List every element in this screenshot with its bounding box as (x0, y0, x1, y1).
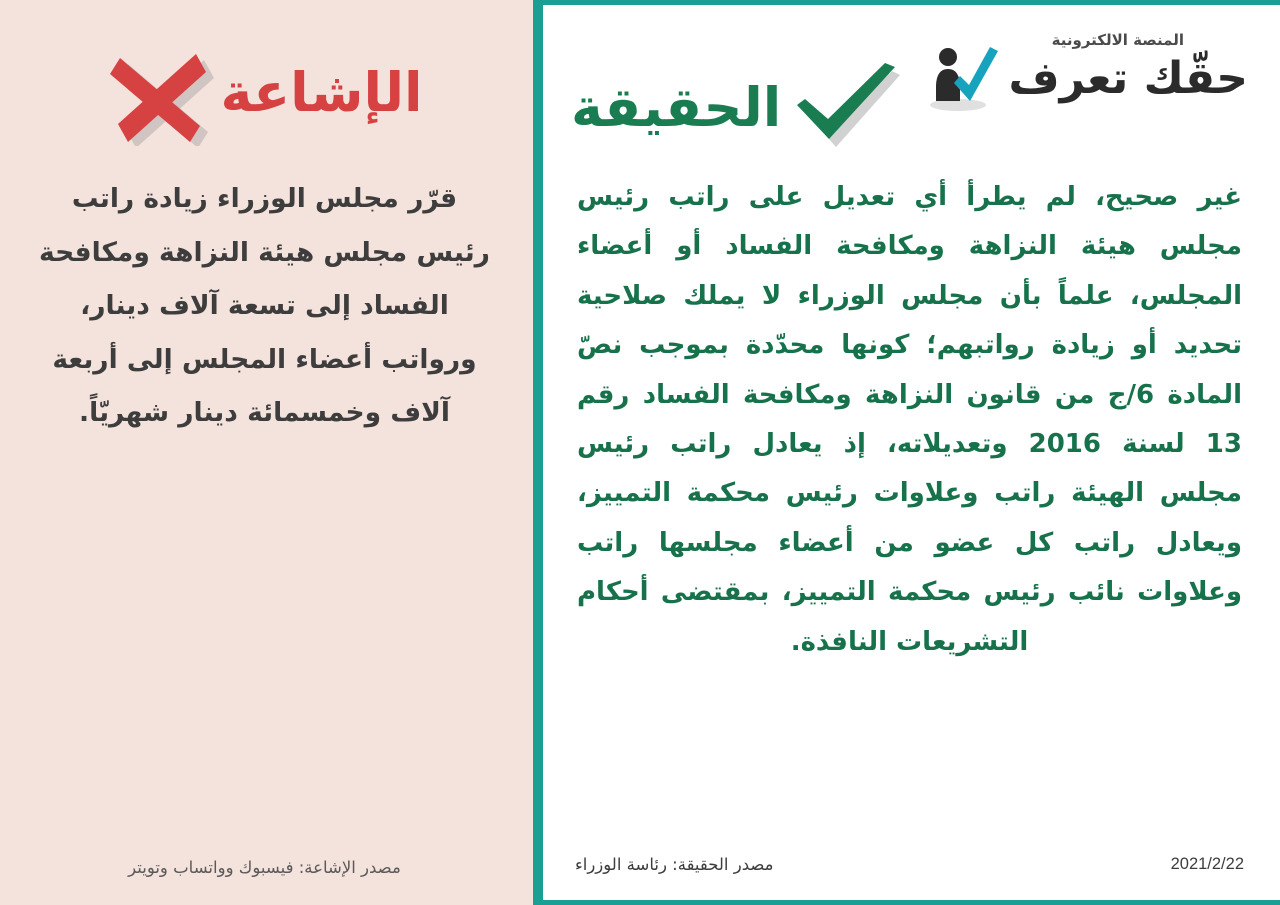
rumour-header (30, 18, 499, 158)
truth-source: مصدر الحقيقة: رئاسة الوزراء (575, 855, 774, 874)
logo-tagline: المنصة الالكترونية (1051, 31, 1184, 49)
truth-panel (538, 0, 1280, 905)
truth-title: الحقيقة (571, 76, 782, 139)
truth-body-text: غير صحيح، لم يطرأ أي تعديل على راتب رئيس مجلس هيئة النزاهة ومكافحة الفساد أو أعضاء المجلس، علماً بأن مجلس الوزراء لا يملك صلاحية تحديد أو زيادة رواتبهم؛ كونها محدّدة بموجب نصّ المادة 6/ج من قانون النزاهة ومكافحة الفساد رقم 13 لسنة 2016 وتعديلاته، إذ يعادل راتب رئيس مجلس الهيئة راتب وعلاوات رئيس محكمة التمييز، ويعادل راتب كل عضو من أعضاء مجلسها راتب وعلاوات نائب رئيس محكمة التمييز، بمقتضى أحكام التشريعات النافذة. (577, 182, 1242, 657)
person-check-logo-icon (928, 43, 1002, 115)
logo-wordmark: حقّك تعرف (1008, 53, 1248, 104)
x-mark-icon (106, 54, 214, 146)
brand-logo (948, 19, 1248, 115)
truth-footer (571, 855, 1248, 900)
rumour-body-text: قرّر مجلس الوزراء زيادة راتب رئيس مجلس هيئة النزاهة ومكافحة الفساد إلى تسعة آلاف دينار، ورواتب أعضاء المجلس إلى أربعة آلاف وخمسمائة دينار شهريّاً. (39, 183, 490, 429)
rumour-source: مصدر الإشاعة: فيسبوك وواتساب وتويتر (128, 858, 401, 877)
truth-header (571, 5, 1248, 155)
check-mark-icon (791, 63, 903, 149)
rumour-title: الإشاعة (220, 61, 423, 124)
publish-date: 2021/2/22 (1170, 855, 1244, 873)
truth-title-group (571, 19, 903, 153)
rumour-panel (0, 0, 533, 905)
